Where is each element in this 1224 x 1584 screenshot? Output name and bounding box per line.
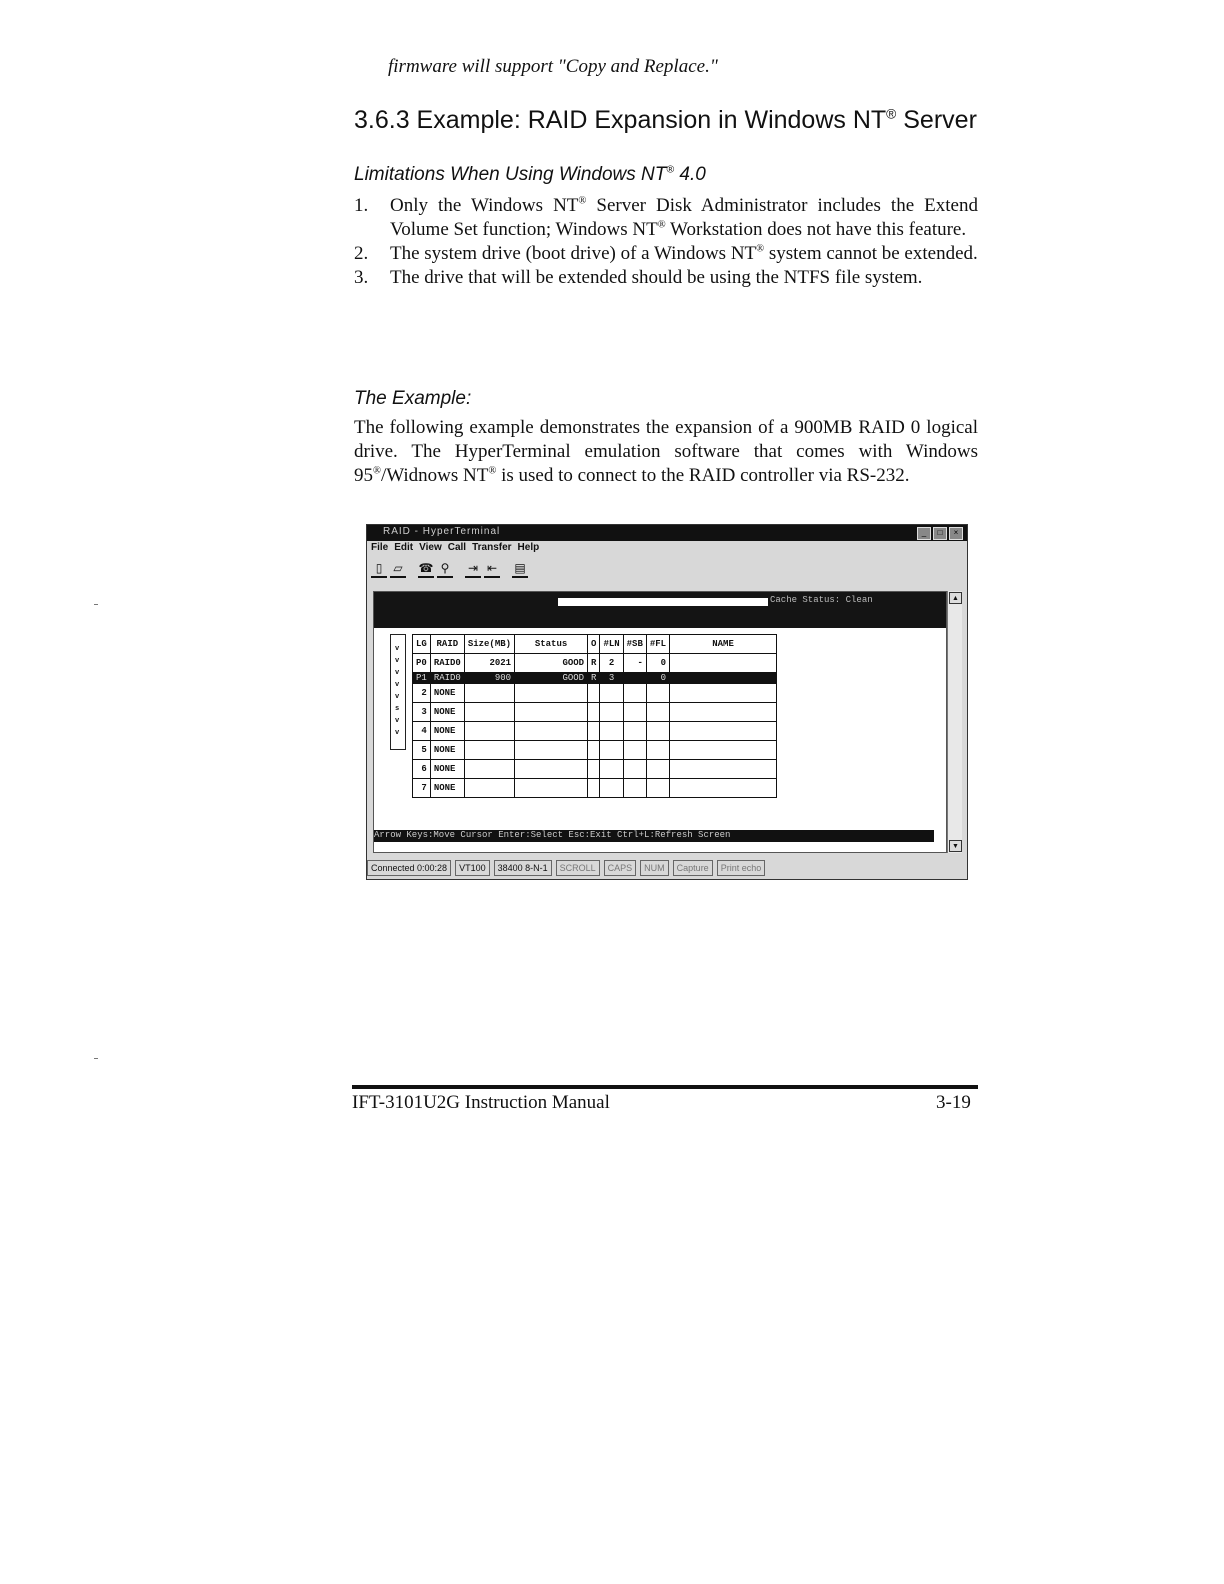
cell: 2: [600, 654, 623, 673]
send-icon[interactable]: ⇥: [465, 560, 481, 578]
example-title: The Example:: [354, 388, 472, 409]
cell: 0: [646, 673, 669, 684]
cell: GOOD: [515, 654, 588, 673]
list-item: 2. The system drive (boot drive) of a Windows NT® system cannot be extended.: [354, 243, 978, 264]
cell: NONE: [430, 722, 464, 741]
cell: -: [623, 654, 646, 673]
section-heading-tail: Server: [896, 106, 977, 134]
side-char: v: [395, 729, 400, 737]
list-number: 1.: [354, 195, 369, 216]
cell: 7: [413, 779, 431, 798]
cell: NONE: [430, 741, 464, 760]
col-header: Size(MB): [464, 635, 514, 654]
cell: P1: [413, 673, 431, 684]
side-char: v: [395, 669, 400, 677]
status-print-echo: Print echo: [717, 860, 766, 876]
cell: 900: [464, 673, 514, 684]
menu-view[interactable]: View: [419, 542, 442, 553]
window-title: RAID - HyperTerminal: [383, 526, 501, 537]
paragraph-text: /Widnows NT: [380, 465, 489, 486]
cell: NONE: [430, 760, 464, 779]
section-heading: [354, 106, 977, 135]
side-indicator: [390, 634, 406, 750]
footer-manual-title: IFT-3101U2G Instruction Manual: [352, 1092, 610, 1113]
menu-call[interactable]: Call: [447, 542, 467, 553]
toolbar: [371, 560, 528, 582]
cell: 6: [413, 760, 431, 779]
properties-icon[interactable]: ▤: [512, 560, 528, 578]
cell: P0: [413, 654, 431, 673]
side-char: v: [395, 717, 400, 725]
menu-file[interactable]: File: [371, 542, 389, 553]
list-text: The system drive (boot drive) of a Windows NT: [390, 243, 757, 264]
table-header-row: [413, 635, 777, 654]
cell: RAID0: [430, 654, 464, 673]
section-heading-text: 3.6.3 Example: RAID Expansion in Windows NT: [354, 106, 887, 134]
page-number: 3-19: [936, 1092, 971, 1113]
scan-speck: [94, 1058, 98, 1059]
status-emulation: VT100: [455, 860, 490, 876]
paragraph-text: is used to connect to the RAID controller via RS-232.: [496, 465, 910, 486]
cell: [623, 673, 646, 684]
intro-line: firmware will support "Copy and Replace.": [388, 56, 718, 77]
col-header: RAID: [430, 635, 464, 654]
table-row[interactable]: [413, 741, 777, 760]
cell: GOOD: [515, 673, 588, 684]
col-header: O: [588, 635, 600, 654]
footer-rule: [352, 1085, 978, 1089]
cell: NONE: [430, 779, 464, 798]
cell: NONE: [430, 703, 464, 722]
side-char: v: [395, 681, 400, 689]
table-row-selected[interactable]: [413, 673, 777, 684]
list-text: Server Disk Administrator includes the Extend Volume Set function; Windows NT: [390, 195, 978, 240]
status-caps: CAPS: [604, 860, 637, 876]
open-icon[interactable]: ▱: [390, 560, 406, 578]
menu-help[interactable]: Help: [517, 542, 540, 553]
status-baud: 38400 8-N-1: [494, 860, 552, 876]
list-number: 3.: [354, 267, 369, 288]
cell: 2: [413, 684, 431, 703]
example-paragraph: The following example demonstrates the expansion of a 900MB RAID 0 logical drive. The HyperTerminal emulation software that comes with Windows 95®/Widnows NT® is used to connect to the RAID controller via RS-232.: [354, 417, 978, 486]
cell: NONE: [430, 684, 464, 703]
col-header: LG: [413, 635, 431, 654]
registered-mark: ®: [886, 106, 897, 122]
list-text: Workstation does not have this feature.: [665, 219, 967, 240]
col-header: #LN: [600, 635, 623, 654]
cell: 0: [646, 654, 669, 673]
list-text: The drive that will be extended should be using the NTFS file system.: [390, 267, 923, 288]
cell: 3: [413, 703, 431, 722]
maximize-button[interactable]: □: [933, 527, 947, 540]
minimize-button[interactable]: _: [917, 527, 931, 540]
limitations-title-tail: 4.0: [674, 164, 706, 185]
status-num: NUM: [640, 860, 669, 876]
table-row[interactable]: [413, 779, 777, 798]
status-bar: [367, 859, 967, 877]
cell: RAID0: [430, 673, 464, 684]
list-text: system cannot be extended.: [764, 243, 978, 264]
menu-transfer[interactable]: Transfer: [472, 542, 512, 553]
col-header: #SB: [623, 635, 646, 654]
connect-icon[interactable]: ☎: [418, 560, 434, 578]
cell: 4: [413, 722, 431, 741]
cell: R: [588, 673, 600, 684]
cell: [670, 654, 777, 673]
limitations-list: [354, 194, 978, 290]
list-item: [354, 266, 978, 290]
limitations-title-text: Limitations When Using Windows NT: [354, 164, 667, 185]
logical-drive-table: [412, 634, 777, 798]
side-char: v: [395, 645, 400, 653]
status-connected: Connected 0:00:28: [367, 860, 451, 876]
status-scroll: SCROLL: [556, 860, 600, 876]
table-row[interactable]: [413, 722, 777, 741]
cell: [670, 673, 777, 684]
cache-bar: [558, 598, 768, 606]
table-row[interactable]: [413, 684, 777, 703]
new-icon[interactable]: ▯: [371, 560, 387, 578]
receive-icon[interactable]: ⇤: [484, 560, 500, 578]
registered-mark: ®: [666, 164, 675, 176]
cache-status: Cache Status: Clean: [770, 595, 873, 605]
cell: 2021: [464, 654, 514, 673]
table-row[interactable]: [413, 654, 777, 673]
menu-edit[interactable]: Edit: [394, 542, 414, 553]
side-char: v: [395, 657, 400, 665]
col-header: Status: [515, 635, 588, 654]
table-row[interactable]: [413, 760, 777, 779]
scan-speck: [94, 604, 98, 605]
vertical-scrollbar[interactable]: [947, 591, 962, 853]
menu-bar: [367, 542, 968, 557]
scroll-up-icon[interactable]: ▲: [949, 592, 962, 604]
window-titlebar: [367, 525, 967, 541]
close-button[interactable]: ×: [949, 527, 963, 540]
side-char: s: [395, 705, 400, 713]
disconnect-icon[interactable]: ⚲: [437, 560, 453, 578]
paragraph-text: The following example demonstrates the expansion of a 900MB RAID 0 logical drive. The HyperTerminal emulation software that comes with Windows 95: [354, 417, 978, 486]
status-capture: Capture: [673, 860, 713, 876]
terminal-screen: [373, 591, 947, 853]
terminal-header-band: [374, 592, 946, 628]
cell: R: [588, 654, 600, 673]
col-header: NAME: [670, 635, 777, 654]
hyperterminal-window: [366, 524, 968, 880]
scroll-down-icon[interactable]: ▼: [949, 840, 962, 852]
side-char: v: [395, 693, 400, 701]
table-row[interactable]: [413, 703, 777, 722]
limitations-title: [354, 164, 706, 186]
cell: 5: [413, 741, 431, 760]
col-header: #FL: [646, 635, 669, 654]
list-number: 2.: [354, 243, 369, 264]
cell: 3: [600, 673, 623, 684]
list-text: Only the Windows NT: [390, 195, 579, 216]
list-item: 1. Only the Windows NT® Server Disk Administrator includes the Extend Volume Set function; Windows NT® Workstation does not have this feature.: [354, 195, 978, 240]
help-bar: Arrow Keys:Move Cursor Enter:Select Esc:Exit Ctrl+L:Refresh Screen: [374, 830, 934, 842]
